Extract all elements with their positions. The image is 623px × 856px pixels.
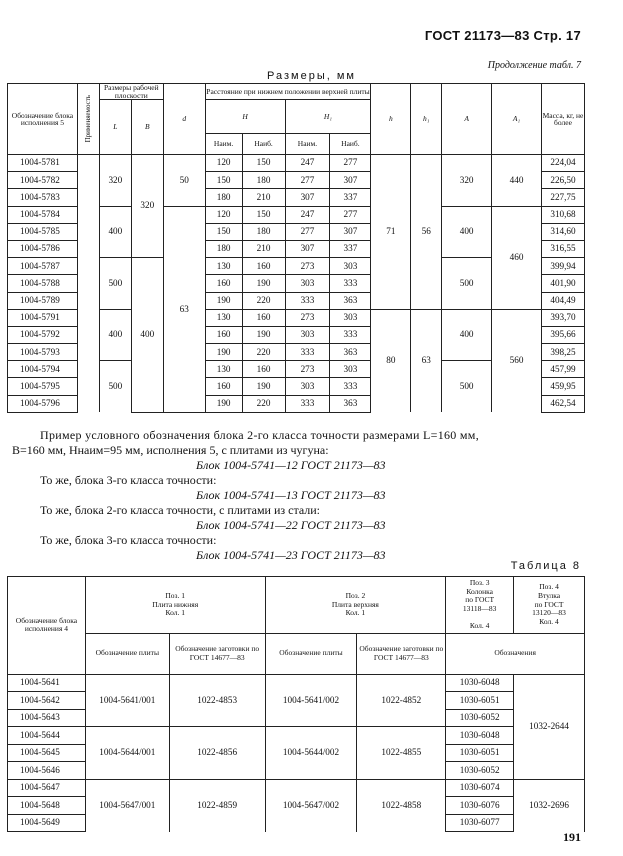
header-H1: H₁ — [285, 100, 371, 134]
H1-min-cell: 333 — [285, 292, 330, 309]
H1-min-cell: 333 — [285, 395, 330, 412]
A-cell: 400 — [442, 309, 492, 361]
H1-max-cell: 333 — [330, 326, 371, 343]
example-designation-1: Блок 1004-5741—12 ГОСТ 21173—83 — [196, 458, 386, 472]
H1-min-cell: 303 — [285, 275, 330, 292]
t8-code: 1004-5645 — [8, 744, 86, 762]
mass-cell: 462,54 — [541, 395, 584, 412]
t8-header-pos1: Поз. 1 Плита нижняя Кол. 1 — [85, 577, 265, 634]
mass-cell: 393,70 — [541, 309, 584, 326]
H-max-cell: 160 — [242, 361, 285, 378]
t8-pos3: 1030-6051 — [446, 692, 514, 710]
H-min-cell: 130 — [205, 361, 242, 378]
row-code: 1004-5792 — [8, 326, 78, 343]
mass-cell: 227,75 — [541, 189, 584, 206]
h1-cell: 63 — [411, 309, 442, 412]
row-code: 1004-5783 — [8, 189, 78, 206]
H-max-cell: 180 — [242, 223, 285, 240]
t8-pos3: 1030-6077 — [446, 814, 514, 832]
t8-plate2: 1004-5644/002 — [265, 727, 357, 780]
row-code: 1004-5791 — [8, 309, 78, 326]
H-max-cell: 180 — [242, 172, 285, 189]
H1-max-cell: 277 — [330, 155, 371, 172]
H-min-cell: 180 — [205, 240, 242, 257]
row-code: 1004-5793 — [8, 344, 78, 361]
t8-code: 1004-5641 — [8, 674, 86, 692]
t8-blank2: 1022-4855 — [357, 727, 446, 780]
H-min-cell: 190 — [205, 292, 242, 309]
header-h1: h₁ — [411, 84, 442, 155]
t8-plate1: 1004-5641/001 — [85, 674, 169, 727]
page-header: ГОСТ 21173—83 Стр. 17 — [424, 28, 581, 43]
H-min-cell: 160 — [205, 326, 242, 343]
t8-header-designation: Обозначение блока исполнения 4 — [8, 577, 86, 675]
header-H1-min: Наим. — [285, 134, 330, 155]
H-min-cell: 120 — [205, 155, 242, 172]
mass-cell: 457,99 — [541, 361, 584, 378]
H1-min-cell: 277 — [285, 223, 330, 240]
t8-pos4: 1032-2696 — [514, 779, 585, 832]
example-designation-4: Блок 1004-5741—23 ГОСТ 21173—83 — [196, 548, 386, 562]
B-cell: 400 — [131, 258, 163, 413]
t8-pos3: 1030-6048 — [446, 674, 514, 692]
h-cell: 80 — [371, 309, 411, 412]
t8-pos3: 1030-6076 — [446, 797, 514, 815]
H1-max-cell: 277 — [330, 206, 371, 223]
L-cell: 400 — [99, 206, 131, 258]
table-7 — [7, 83, 585, 413]
mass-cell: 395,66 — [541, 326, 584, 343]
h-cell: 71 — [371, 155, 411, 310]
A1-cell: 560 — [492, 309, 542, 412]
t8-header-pos4: Поз. 4 Втулка по ГОСТ 13120—83 Кол. 4 — [514, 577, 585, 634]
row-code: 1004-5795 — [8, 378, 78, 395]
mass-cell: 314,60 — [541, 223, 584, 240]
H-max-cell: 210 — [242, 189, 285, 206]
row-code: 1004-5789 — [8, 292, 78, 309]
H-max-cell: 160 — [242, 309, 285, 326]
H1-min-cell: 273 — [285, 361, 330, 378]
row-code: 1004-5784 — [8, 206, 78, 223]
H-max-cell: 190 — [242, 378, 285, 395]
t8-header-pos3: Поз. 3 Колонка по ГОСТ 13118—83 Кол. 4 — [446, 577, 514, 634]
H-min-cell: 190 — [205, 395, 242, 412]
H1-max-cell: 333 — [330, 378, 371, 395]
header-A1: A₁ — [492, 84, 542, 155]
H1-max-cell: 337 — [330, 189, 371, 206]
example-line4: То же, блока 3-го класса точности: — [40, 473, 217, 487]
H1-min-cell: 303 — [285, 326, 330, 343]
mass-cell: 224,04 — [541, 155, 584, 172]
H1-max-cell: 363 — [330, 344, 371, 361]
row-code: 1004-5787 — [8, 258, 78, 275]
example-designation-2: Блок 1004-5741—13 ГОСТ 21173—83 — [196, 488, 386, 502]
mass-cell: 398,25 — [541, 344, 584, 361]
t8-pos4: 1032-2644 — [514, 674, 585, 779]
H-min-cell: 120 — [205, 206, 242, 223]
example-line8: То же, блока 3-го класса точности: — [40, 533, 217, 547]
H-max-cell: 150 — [242, 155, 285, 172]
H1-max-cell: 363 — [330, 292, 371, 309]
t8-header-designations: Обозначения — [446, 633, 585, 674]
mass-cell: 226,50 — [541, 172, 584, 189]
t8-plate2: 1004-5641/002 — [265, 674, 357, 727]
header-working-plane: Размеры рабочей плоскости — [99, 84, 163, 100]
H1-max-cell: 303 — [330, 361, 371, 378]
L-cell: 400 — [99, 309, 131, 361]
header-d: d — [163, 84, 205, 155]
A-cell: 500 — [442, 258, 492, 310]
header-H-min: Наим. — [205, 134, 242, 155]
header-distance: Расстояние при нижнем положении верхней плиты — [205, 84, 371, 100]
row-code: 1004-5794 — [8, 361, 78, 378]
table7-caption: Размеры, мм — [267, 70, 356, 82]
example-line2: B=160 мм, Hнаим=95 мм, исполнения 5, с плитами из чугуна: — [12, 443, 329, 457]
H-min-cell: 130 — [205, 309, 242, 326]
H-min-cell: 160 — [205, 275, 242, 292]
t8-plate1: 1004-5647/001 — [85, 779, 169, 832]
t8-blank1: 1022-4853 — [169, 674, 265, 727]
t8-blank1: 1022-4859 — [169, 779, 265, 832]
t8-pos3: 1030-6052 — [446, 709, 514, 727]
header-A: A — [442, 84, 492, 155]
header-H: H — [205, 100, 285, 134]
d-cell: 63 — [163, 206, 205, 412]
t8-header-pos2: Поз. 2 Плита верхняя Кол. 1 — [265, 577, 446, 634]
mass-cell: 459,95 — [541, 378, 584, 395]
H1-max-cell: 303 — [330, 258, 371, 275]
t8-pos3: 1030-6048 — [446, 727, 514, 745]
t8-code: 1004-5649 — [8, 814, 86, 832]
H1-min-cell: 307 — [285, 240, 330, 257]
H1-max-cell: 363 — [330, 395, 371, 412]
H1-min-cell: 303 — [285, 378, 330, 395]
H1-min-cell: 247 — [285, 206, 330, 223]
t8-code: 1004-5644 — [8, 727, 86, 745]
t8-blank2: 1022-4858 — [357, 779, 446, 832]
H1-min-cell: 333 — [285, 344, 330, 361]
mass-cell: 316,55 — [541, 240, 584, 257]
A1-cell: 460 — [492, 206, 542, 309]
table-8 — [7, 576, 585, 832]
header-mass: Масса, кг, не более — [541, 84, 584, 155]
L-cell: 500 — [99, 361, 131, 413]
H-max-cell: 220 — [242, 395, 285, 412]
H-min-cell: 190 — [205, 344, 242, 361]
H-max-cell: 220 — [242, 344, 285, 361]
H-min-cell: 150 — [205, 172, 242, 189]
t8-code: 1004-5642 — [8, 692, 86, 710]
H1-min-cell: 247 — [285, 155, 330, 172]
row-code: 1004-5786 — [8, 240, 78, 257]
example-line6: То же, блока 2-го класса точности, с плитами из стали: — [40, 503, 321, 517]
H1-min-cell: 273 — [285, 309, 330, 326]
t8-code: 1004-5646 — [8, 762, 86, 780]
H-max-cell: 160 — [242, 258, 285, 275]
mass-cell: 310,68 — [541, 206, 584, 223]
t8-plate2: 1004-5647/002 — [265, 779, 357, 832]
header-applicability: Применяемость — [77, 84, 99, 155]
H1-max-cell: 333 — [330, 275, 371, 292]
t8-code: 1004-5643 — [8, 709, 86, 727]
H-min-cell: 130 — [205, 258, 242, 275]
H-max-cell: 210 — [242, 240, 285, 257]
H-min-cell: 150 — [205, 223, 242, 240]
t8-header-blank-code1: Обозначение заготовки по ГОСТ 14677—83 — [169, 633, 265, 674]
H-max-cell: 190 — [242, 326, 285, 343]
A-cell: 400 — [442, 206, 492, 258]
H-max-cell: 150 — [242, 206, 285, 223]
H-max-cell: 190 — [242, 275, 285, 292]
t8-pos3: 1030-6074 — [446, 779, 514, 797]
H1-max-cell: 307 — [330, 172, 371, 189]
mass-cell: 401,90 — [541, 275, 584, 292]
row-code: 1004-5781 — [8, 155, 78, 172]
d-cell: 50 — [163, 155, 205, 207]
H-min-cell: 180 — [205, 189, 242, 206]
H1-max-cell: 307 — [330, 223, 371, 240]
t8-pos3: 1030-6051 — [446, 744, 514, 762]
table8-caption: Таблица 8 — [510, 560, 581, 572]
t8-plate1: 1004-5644/001 — [85, 727, 169, 780]
A-cell: 500 — [442, 361, 492, 413]
H-min-cell: 160 — [205, 378, 242, 395]
header-H1-max: Наиб. — [330, 134, 371, 155]
mass-cell: 399,94 — [541, 258, 584, 275]
t8-header-plate-code1: Обозначение плиты — [85, 633, 169, 674]
H1-min-cell: 277 — [285, 172, 330, 189]
B-cell: 320 — [131, 155, 163, 258]
mass-cell: 404,49 — [541, 292, 584, 309]
applicability-cell — [77, 155, 99, 413]
L-cell: 500 — [99, 258, 131, 310]
L-cell: 320 — [99, 155, 131, 207]
example-designation-3: Блок 1004-5741—22 ГОСТ 21173—83 — [196, 518, 386, 532]
row-code: 1004-5796 — [8, 395, 78, 412]
header-H-max: Наиб. — [242, 134, 285, 155]
header-designation: Обозначение блока исполнения 5 — [8, 84, 78, 155]
t8-pos3: 1030-6052 — [446, 762, 514, 780]
row-code: 1004-5788 — [8, 275, 78, 292]
t8-header-blank-code2: Обозначение заготовки по ГОСТ 14677—83 — [357, 633, 446, 674]
H-max-cell: 220 — [242, 292, 285, 309]
t8-header-plate-code2: Обозначение плиты — [265, 633, 357, 674]
h1-cell: 56 — [411, 155, 442, 310]
example-text: Пример условного обозначения блока 2-го класса точности размерами L=160 мм, — [40, 428, 479, 442]
table-continuation-note: Продолжение табл. 7 — [487, 60, 581, 71]
page-number: 191 — [563, 830, 581, 844]
H1-min-cell: 307 — [285, 189, 330, 206]
H1-min-cell: 273 — [285, 258, 330, 275]
header-B: B — [131, 100, 163, 155]
row-code: 1004-5782 — [8, 172, 78, 189]
t8-code: 1004-5648 — [8, 797, 86, 815]
row-code: 1004-5785 — [8, 223, 78, 240]
H1-max-cell: 337 — [330, 240, 371, 257]
t8-code: 1004-5647 — [8, 779, 86, 797]
header-h: h — [371, 84, 411, 155]
A1-cell: 440 — [492, 155, 542, 207]
H1-max-cell: 303 — [330, 309, 371, 326]
t8-blank2: 1022-4852 — [357, 674, 446, 727]
A-cell: 320 — [442, 155, 492, 207]
header-L: L — [99, 100, 131, 155]
t8-blank1: 1022-4856 — [169, 727, 265, 780]
